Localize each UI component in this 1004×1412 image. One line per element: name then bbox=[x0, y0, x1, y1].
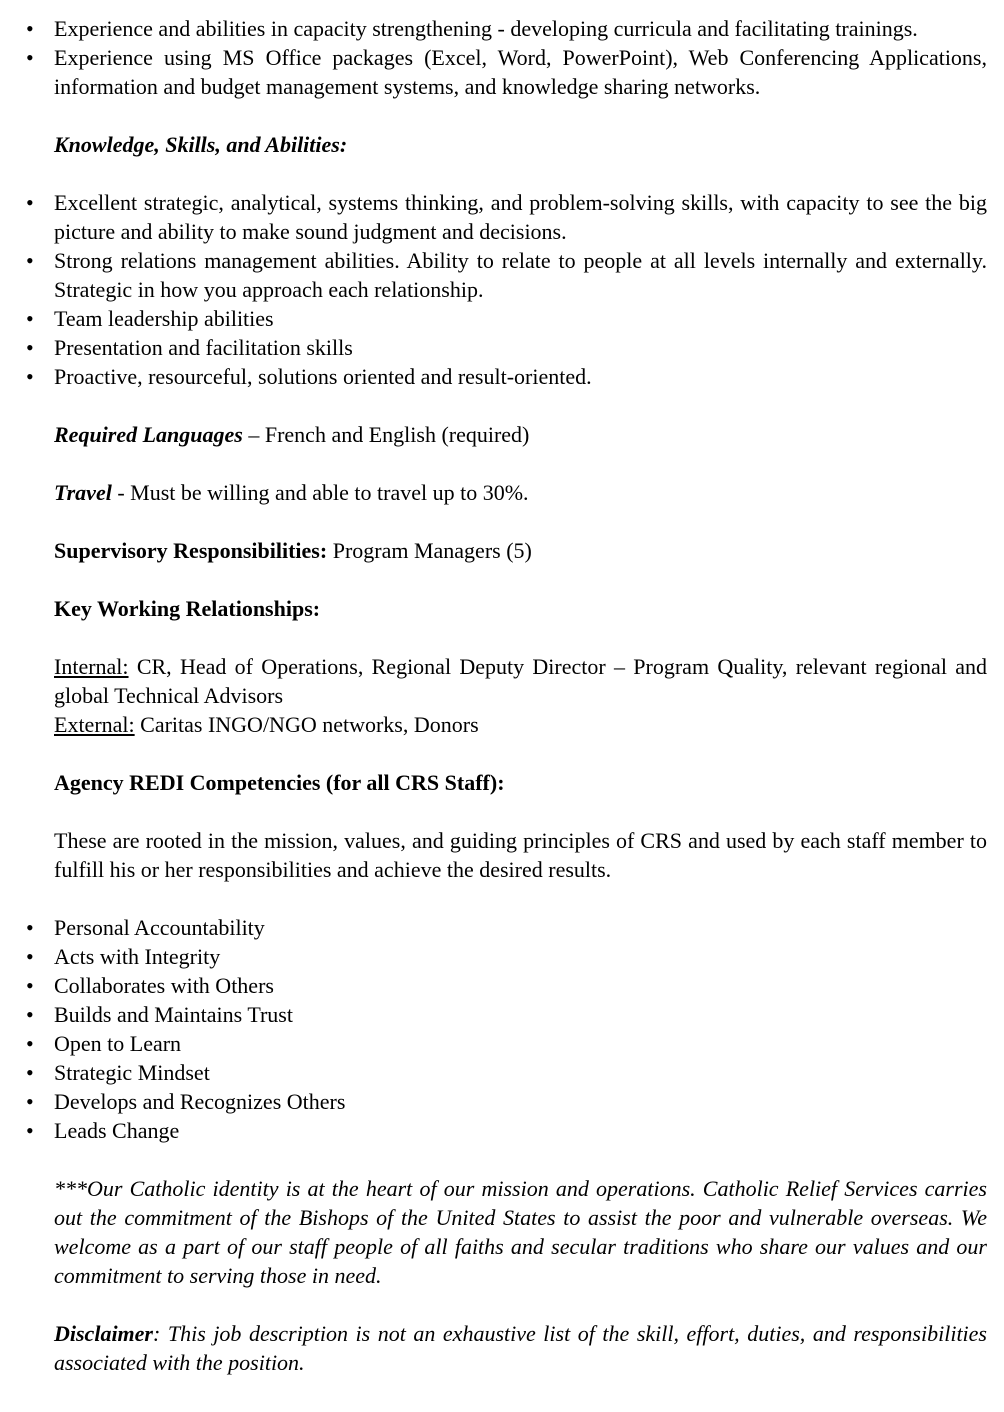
knowledge-skills-heading: Knowledge, Skills, and Abilities: bbox=[54, 132, 348, 157]
catholic-identity-text: Our Catholic identity is at the heart of our mission and operations. Catholic Relief Services carries out the commitment of the Bishops of the United States to assist the poor and vulnerable overseas. We welcome as a part of our staff people of all faiths and secular traditions who share our values and our commitment to serving those in need. bbox=[54, 1176, 987, 1288]
list-item: • Leads Change bbox=[54, 1116, 987, 1145]
disclaimer-text: : This job description is not an exhaustive list of the skill, effort, duties, and responsibilities associated with the position. bbox=[54, 1321, 987, 1375]
supervisory-line bbox=[54, 536, 987, 565]
list-item: • Strategic Mindset bbox=[54, 1058, 987, 1087]
supervisory-text: Program Managers (5) bbox=[327, 538, 532, 563]
key-working-heading: Key Working Relationships: bbox=[54, 596, 321, 621]
external-label: External: bbox=[54, 712, 135, 737]
list-item: • Open to Learn bbox=[54, 1029, 987, 1058]
external-text: Caritas INGO/NGO networks, Donors bbox=[134, 712, 479, 737]
supervisory-label: Supervisory Responsibilities: bbox=[54, 538, 328, 563]
list-item: • Strong relations management abilities. Ability to relate to people at all levels internally and externally. Strategic in how you approach each relationship. bbox=[54, 246, 987, 304]
external-relationships-line bbox=[54, 710, 987, 739]
catholic-identity-paragraph bbox=[54, 1174, 987, 1290]
internal-relationships-line bbox=[54, 652, 987, 710]
list-item: • Proactive, resourceful, solutions oriented and result-oriented. bbox=[54, 362, 987, 391]
agency-redi-intro: These are rooted in the mission, values, and guiding principles of CRS and used by each staff member to fulfill his or her responsibilities and achieve the desired results. bbox=[54, 828, 987, 882]
list-item: • Excellent strategic, analytical, systems thinking, and problem-solving skills, with capacity to see the big picture and ability to make sound judgment and decisions. bbox=[54, 188, 987, 246]
travel-line bbox=[54, 478, 987, 507]
disclaimer-label: Disclaimer bbox=[54, 1321, 153, 1346]
list-item: • Collaborates with Others bbox=[54, 971, 987, 1000]
agency-redi-heading: Agency REDI Competencies (for all CRS Staff): bbox=[54, 770, 505, 795]
list-item: • Personal Accountability bbox=[54, 913, 987, 942]
travel-text: - Must be willing and able to travel up to 30%. bbox=[111, 480, 529, 505]
catholic-identity-prefix: *** bbox=[54, 1176, 87, 1201]
internal-text: CR, Head of Operations, Regional Deputy Director – Program Quality, relevant regional and global Technical Advisors bbox=[54, 654, 987, 708]
required-languages-label: Required Languages bbox=[54, 422, 243, 447]
internal-label: Internal: bbox=[54, 654, 129, 679]
list-item: • Team leadership abilities bbox=[54, 304, 987, 333]
experience-bullet-list bbox=[54, 14, 987, 101]
list-item: • Develops and Recognizes Others bbox=[54, 1087, 987, 1116]
required-languages-line bbox=[54, 420, 987, 449]
list-item: • Acts with Integrity bbox=[54, 942, 987, 971]
list-item: • Presentation and facilitation skills bbox=[54, 333, 987, 362]
competencies-bullet-list bbox=[54, 913, 987, 1145]
list-item: • Builds and Maintains Trust bbox=[54, 1000, 987, 1029]
list-item: • Experience and abilities in capacity strengthening - developing curricula and facilitating trainings. bbox=[54, 14, 987, 43]
knowledge-bullet-list bbox=[54, 188, 987, 391]
list-item: • Experience using MS Office packages (Excel, Word, PowerPoint), Web Conferencing Applications, information and budget management systems, and knowledge sharing networks. bbox=[54, 43, 987, 101]
disclaimer-paragraph bbox=[54, 1319, 987, 1377]
required-languages-text: – French and English (required) bbox=[242, 422, 530, 447]
travel-label: Travel bbox=[54, 480, 112, 505]
